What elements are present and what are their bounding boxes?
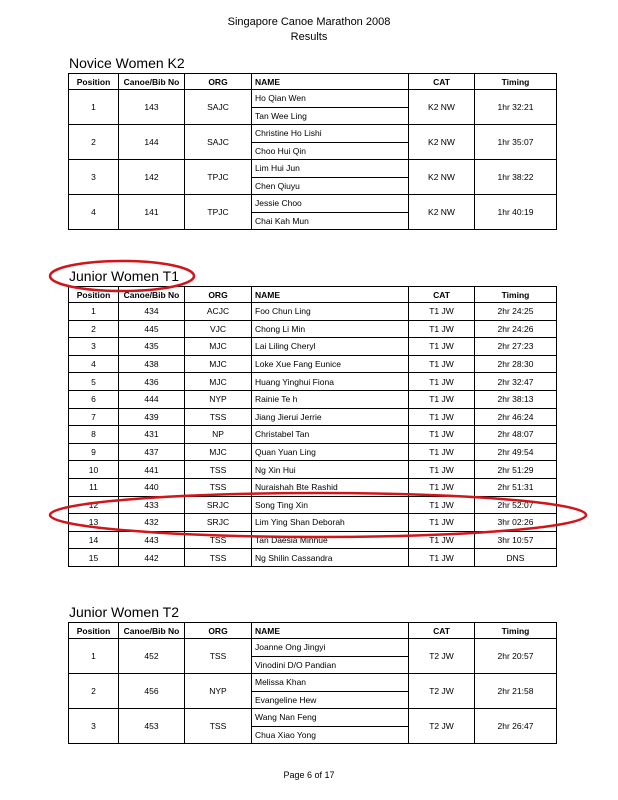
timing-cell: DNS [475,549,557,567]
org-cell: MJC [185,373,252,391]
table-body [69,639,557,744]
position-cell: 13 [69,514,119,532]
bib-cell: 445 [119,320,185,338]
org-cell: SRJC [185,496,252,514]
bib-cell: 452 [119,639,185,674]
column-header-bib: Canoe/Bib No [119,74,185,90]
name-cell: Chen Qiuyu [252,177,409,195]
timing-cell: 2hr 48:07 [475,426,557,444]
column-header-org: ORG [185,623,252,639]
cat-cell: T1 JW [409,531,475,549]
position-cell: 15 [69,549,119,567]
position-cell: 2 [69,320,119,338]
section-title-junior-women-t2: Junior Women T2 [69,604,179,620]
timing-cell: 1hr 40:19 [475,195,557,230]
name-cell: Ng Shilin Cassandra [252,549,409,567]
cat-cell: T2 JW [409,674,475,709]
name-cell: Loke Xue Fang Eunice [252,355,409,373]
timing-cell: 2hr 52:07 [475,496,557,514]
name-cell: Tan Wee Ling [252,107,409,125]
cat-cell: K2 NW [409,125,475,160]
position-cell: 1 [69,639,119,674]
bib-cell: 444 [119,390,185,408]
table-row [69,195,557,213]
timing-cell: 1hr 38:22 [475,160,557,195]
cat-cell: T1 JW [409,461,475,479]
timing-cell: 2hr 51:31 [475,478,557,496]
column-header-position: Position [69,287,119,303]
cat-cell: T1 JW [409,514,475,532]
cat-cell: K2 NW [409,90,475,125]
column-header-timing: Timing [475,623,557,639]
timing-cell: 2hr 26:47 [475,709,557,744]
name-cell: Ng Xin Hui [252,461,409,479]
table-row [69,320,557,338]
column-header-position: Position [69,74,119,90]
bib-cell: 437 [119,443,185,461]
bib-cell: 443 [119,531,185,549]
timing-cell: 2hr 46:24 [475,408,557,426]
table-body [69,303,557,567]
timing-cell: 2hr 20:57 [475,639,557,674]
table-row [69,639,557,657]
table-row [69,426,557,444]
cat-cell: T1 JW [409,549,475,567]
org-cell: TSS [185,549,252,567]
bib-cell: 440 [119,478,185,496]
timing-cell: 2hr 27:23 [475,338,557,356]
column-header-timing: Timing [475,74,557,90]
org-cell: TPJC [185,160,252,195]
table-row [69,496,557,514]
org-cell: TPJC [185,195,252,230]
bib-cell: 453 [119,709,185,744]
column-header-name: NAME [252,74,409,90]
bib-cell: 143 [119,90,185,125]
column-header-bib: Canoe/Bib No [119,287,185,303]
timing-cell: 2hr 21:58 [475,674,557,709]
results-table-junior-women-t1 [68,286,557,567]
cat-cell: T1 JW [409,408,475,426]
column-header-position: Position [69,623,119,639]
cat-cell: K2 NW [409,160,475,195]
position-cell: 12 [69,496,119,514]
table-row [69,373,557,391]
timing-cell: 1hr 32:21 [475,90,557,125]
position-cell: 6 [69,390,119,408]
bib-cell: 144 [119,125,185,160]
table-row [69,125,557,143]
org-cell: NYP [185,390,252,408]
table-row [69,390,557,408]
position-cell: 7 [69,408,119,426]
timing-cell: 2hr 51:29 [475,461,557,479]
section-title-novice-women-k2: Novice Women K2 [69,55,185,71]
timing-cell: 1hr 35:07 [475,125,557,160]
name-cell: Choo Hui Qin [252,142,409,160]
position-cell: 9 [69,443,119,461]
bib-cell: 436 [119,373,185,391]
column-header-bib: Canoe/Bib No [119,623,185,639]
cat-cell: T1 JW [409,373,475,391]
org-cell: SAJC [185,90,252,125]
org-cell: TSS [185,531,252,549]
timing-cell: 2hr 24:26 [475,320,557,338]
table-row [69,90,557,108]
results-table-novice-women-k2 [68,73,557,230]
name-cell: Lai Liling Cheryl [252,338,409,356]
cat-cell: T1 JW [409,478,475,496]
org-cell: NP [185,426,252,444]
column-header-timing: Timing [475,287,557,303]
table-row [69,355,557,373]
bib-cell: 438 [119,355,185,373]
bib-cell: 433 [119,496,185,514]
name-cell: Christine Ho Lishi [252,125,409,143]
table-body [69,90,557,230]
name-cell: Chua Xiao Yong [252,726,409,744]
column-header-name: NAME [252,623,409,639]
org-cell: VJC [185,320,252,338]
org-cell: TSS [185,478,252,496]
table-row [69,303,557,321]
column-header-org: ORG [185,74,252,90]
table-row [69,531,557,549]
name-cell: Foo Chun Ling [252,303,409,321]
timing-cell: 2hr 38:13 [475,390,557,408]
org-cell: MJC [185,338,252,356]
position-cell: 4 [69,195,119,230]
name-cell: Nuraishah Bte Rashid [252,478,409,496]
name-cell: Chai Kah Mun [252,212,409,230]
name-cell: Joanne Ong Jingyi [252,639,409,657]
cat-cell: T1 JW [409,426,475,444]
bib-cell: 434 [119,303,185,321]
bib-cell: 435 [119,338,185,356]
position-cell: 4 [69,355,119,373]
table-row [69,160,557,178]
cat-cell: T1 JW [409,338,475,356]
cat-cell: K2 NW [409,195,475,230]
name-cell: Lim Ying Shan Deborah [252,514,409,532]
org-cell: TSS [185,461,252,479]
name-cell: Rainie Te h [252,390,409,408]
name-cell: Jessie Choo [252,195,409,213]
bib-cell: 456 [119,674,185,709]
table-row [69,514,557,532]
results-title: Results [290,31,328,43]
position-cell: 3 [69,709,119,744]
name-cell: Chong Li Min [252,320,409,338]
cat-cell: T1 JW [409,320,475,338]
cat-cell: T2 JW [409,709,475,744]
bib-cell: 441 [119,461,185,479]
position-cell: 11 [69,478,119,496]
position-cell: 1 [69,303,119,321]
position-cell: 2 [69,674,119,709]
page-footer: Page 6 of 17 [283,770,335,780]
timing-cell: 3hr 02:26 [475,514,557,532]
position-cell: 3 [69,160,119,195]
timing-cell: 3hr 10:57 [475,531,557,549]
org-cell: SRJC [185,514,252,532]
position-cell: 14 [69,531,119,549]
cat-cell: T2 JW [409,639,475,674]
org-cell: TSS [185,408,252,426]
cat-cell: T1 JW [409,355,475,373]
column-header-cat: CAT [409,287,475,303]
name-cell: Evangeline Hew [252,691,409,709]
table-row [69,478,557,496]
position-cell: 1 [69,90,119,125]
timing-cell: 2hr 32:47 [475,373,557,391]
position-cell: 2 [69,125,119,160]
section-title-junior-women-t1: Junior Women T1 [69,268,179,284]
column-header-cat: CAT [409,623,475,639]
name-cell: Ho Qian Wen [252,90,409,108]
table-row [69,408,557,426]
name-cell: Jiang Jierui Jerrie [252,408,409,426]
org-cell: ACJC [185,303,252,321]
name-cell: Lim Hui Jun [252,160,409,178]
table-row [69,338,557,356]
timing-cell: 2hr 28:30 [475,355,557,373]
org-cell: TSS [185,639,252,674]
cat-cell: T1 JW [409,496,475,514]
cat-cell: T1 JW [409,303,475,321]
table-row [69,443,557,461]
name-cell: Wang Nan Feng [252,709,409,727]
org-cell: SAJC [185,125,252,160]
position-cell: 10 [69,461,119,479]
position-cell: 3 [69,338,119,356]
name-cell: Melissa Khan [252,674,409,692]
name-cell: Vinodini D/O Pandian [252,656,409,674]
bib-cell: 141 [119,195,185,230]
column-header-org: ORG [185,287,252,303]
bib-cell: 442 [119,549,185,567]
cat-cell: T1 JW [409,390,475,408]
table-row [69,674,557,692]
position-cell: 5 [69,373,119,391]
results-table-junior-women-t2 [68,622,557,744]
table-row [69,461,557,479]
org-cell: NYP [185,674,252,709]
table-row [69,549,557,567]
bib-cell: 142 [119,160,185,195]
position-cell: 8 [69,426,119,444]
name-cell: Quan Yuan Ling [252,443,409,461]
org-cell: MJC [185,443,252,461]
name-cell: Song Ting Xin [252,496,409,514]
name-cell: Huang Yinghui Fiona [252,373,409,391]
name-cell: Christabel Tan [252,426,409,444]
bib-cell: 432 [119,514,185,532]
column-header-name: NAME [252,287,409,303]
document-header [0,15,618,45]
bib-cell: 439 [119,408,185,426]
table-row [69,709,557,727]
timing-cell: 2hr 24:25 [475,303,557,321]
timing-cell: 2hr 49:54 [475,443,557,461]
name-cell: Tan Daesia Minnue [252,531,409,549]
org-cell: TSS [185,709,252,744]
bib-cell: 431 [119,426,185,444]
column-header-cat: CAT [409,74,475,90]
org-cell: MJC [185,355,252,373]
event-title: Singapore Canoe Marathon 2008 [227,16,391,28]
cat-cell: T1 JW [409,443,475,461]
